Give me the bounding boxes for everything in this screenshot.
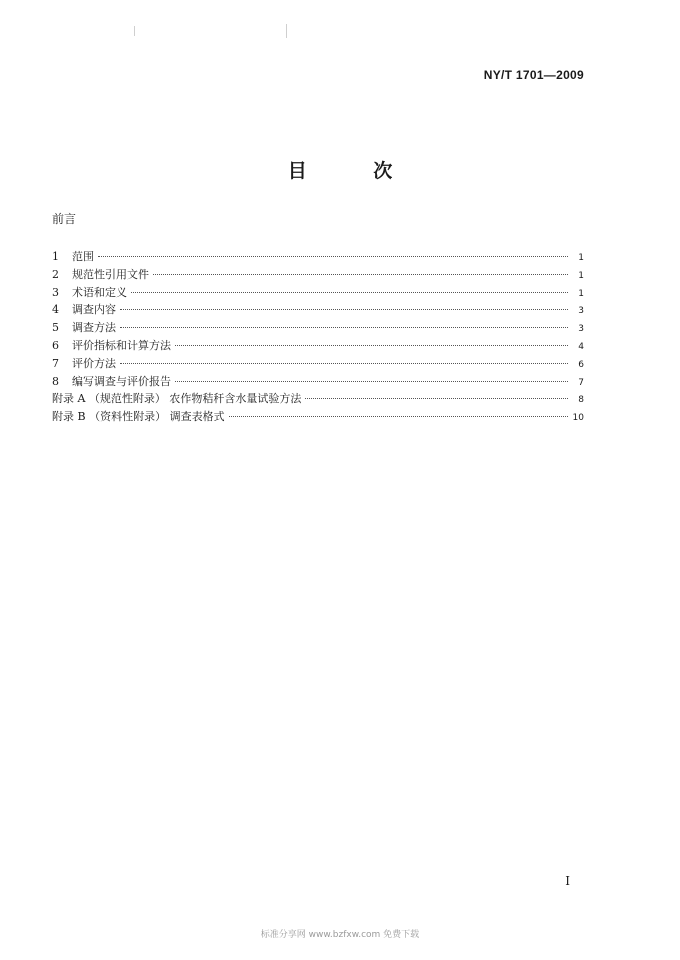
toc-entry-number: 8 bbox=[52, 374, 59, 388]
toc-entry-page: 1 bbox=[578, 288, 584, 299]
toc-entry-page: 4 bbox=[578, 341, 584, 352]
toc-entry-page: 3 bbox=[578, 324, 584, 335]
toc-entry[interactable] bbox=[52, 337, 584, 355]
toc-entry-page: 6 bbox=[578, 359, 584, 370]
toc-entry-number: 1 bbox=[52, 250, 59, 263]
toc-entry-label: 附录 B （资料性附录） 调查表格式 bbox=[52, 410, 225, 424]
toc-leader-dots bbox=[175, 345, 568, 346]
page-number: I bbox=[565, 874, 570, 888]
toc-entry-number: 2 bbox=[52, 267, 59, 281]
toc-entry[interactable] bbox=[52, 355, 584, 373]
toc-entry-page: 10 bbox=[572, 413, 584, 424]
toc-leader-dots bbox=[305, 398, 568, 399]
toc-entry-label: 编写调查与评价报告 bbox=[72, 374, 171, 388]
toc-entry[interactable] bbox=[52, 248, 584, 266]
table-of-contents bbox=[52, 248, 584, 426]
toc-entry[interactable] bbox=[52, 266, 584, 284]
toc-entry-label: 规范性引用文件 bbox=[72, 267, 149, 281]
toc-entry[interactable] bbox=[52, 319, 584, 337]
standard-code: NY/T 1701—2009 bbox=[483, 68, 584, 82]
toc-entry[interactable] bbox=[52, 390, 584, 408]
toc-entry-label: 范围 bbox=[72, 250, 94, 263]
toc-leader-dots bbox=[229, 416, 568, 417]
page-title: 目 次 bbox=[287, 160, 423, 182]
toc-leader-dots bbox=[131, 292, 568, 293]
toc-entry-number: 3 bbox=[52, 285, 59, 299]
toc-leader-dots bbox=[120, 327, 568, 328]
toc-entry-label: 术语和定义 bbox=[72, 285, 127, 299]
toc-entry-number: 6 bbox=[52, 338, 59, 352]
toc-entry-label: 评价方法 bbox=[72, 356, 116, 370]
toc-entry[interactable] bbox=[52, 284, 584, 302]
toc-leader-dots bbox=[153, 274, 568, 275]
toc-entry-page: 1 bbox=[578, 270, 584, 281]
toc-entry-number: 7 bbox=[52, 356, 59, 370]
scan-speck bbox=[134, 26, 135, 36]
toc-leader-dots bbox=[98, 256, 568, 257]
toc-entry-page: 8 bbox=[578, 395, 584, 406]
toc-entry-page: 7 bbox=[578, 377, 584, 388]
toc-entry-number: 4 bbox=[52, 303, 59, 317]
toc-preface: 前言 bbox=[52, 212, 77, 226]
toc-entry-page: 1 bbox=[578, 253, 584, 263]
toc-entry[interactable] bbox=[52, 373, 584, 391]
toc-entry-label: 调查内容 bbox=[72, 303, 116, 317]
watermark-text: 标准分享网 www.bzfxw.com 免费下载 bbox=[260, 930, 420, 940]
scan-speck bbox=[286, 24, 287, 38]
toc-leader-dots bbox=[175, 381, 568, 382]
toc-entry[interactable] bbox=[52, 301, 584, 319]
toc-entry-label: 评价指标和计算方法 bbox=[72, 338, 171, 352]
toc-entry-number: 5 bbox=[52, 321, 59, 335]
toc-entry[interactable] bbox=[52, 408, 584, 426]
toc-leader-dots bbox=[120, 363, 568, 364]
toc-entry-label: 调查方法 bbox=[72, 321, 116, 335]
toc-entry-label: 附录 A （规范性附录） 农作物秸秆含水量试验方法 bbox=[52, 392, 302, 406]
toc-leader-dots bbox=[120, 309, 568, 310]
toc-entry-page: 3 bbox=[578, 306, 584, 317]
